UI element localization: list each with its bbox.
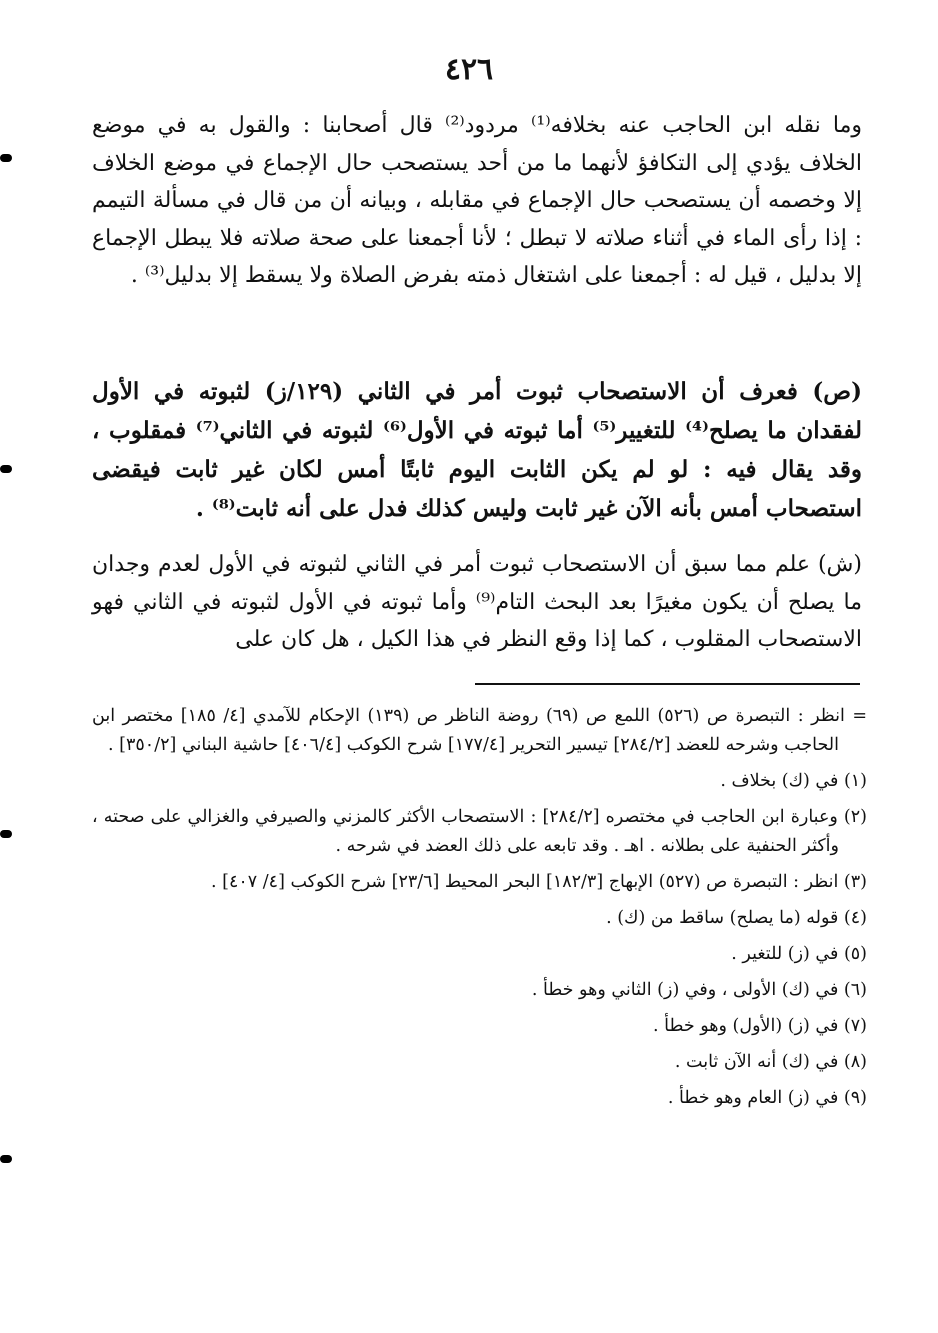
footnote-separator <box>475 683 860 685</box>
binding-hole-mark <box>0 1155 12 1163</box>
page-number: ٤٢٦ <box>444 52 494 87</box>
paragraph-matn-bold: (ص) فعرف أن الاستصحاب ثبوت أمر في الثاني (١٢٩/ز) لثبوته في الأول لفقدان ما يصلح⁽⁴⁾ للتغيير⁽⁵⁾ أما ثبوته في الأول⁽⁶⁾ لثبوته في الثاني⁽⁷⁾ فمقلوب ، وقد يقال فيه : لو لم يكن الثابت اليوم ثابتًا أمس لكان غير ثابت فيقضى استصحاب أمس بأنه الآن غير ثابت وليس كذلك فدل على أنه ثابت⁽⁸⁾ . <box>92 378 862 522</box>
footnote-8: (٨) في (ك) أنه الآن ثابت . <box>674 1052 867 1072</box>
footnote-continuation: = انظر : التبصرة ص (٥٢٦) اللمع ص (٦٩) روضة الناظر ص (١٣٩) الإحكام للآمدي [٤/ ١٨٥] مختصر ابن الحاجب وشرحه للعضد [٢٨٤/٢] تيسير التحرير [١٧٧/٤] شرح الكوكب [٤٠٦/٤] حاشية البناني [٣٥٠/٢] . <box>92 706 867 755</box>
footnote-6: (٦) في (ك) الأولى ، وفي (ز) الثاني وهو خطأ . <box>531 980 867 1000</box>
binding-hole-mark <box>0 465 12 473</box>
footnote-4: (٤) قوله (ما يصلح) ساقط من (ك) . <box>606 908 867 928</box>
footnote-7: (٧) في (ز) (الأول) وهو خطأ . <box>653 1016 867 1036</box>
footnote-1: (١) في (ك) بخلاف . <box>720 771 867 791</box>
paragraph-body-1: وما نقله ابن الحاجب عنه بخلافه⁽¹⁾ مردود⁽²⁾ قال أصحابنا : والقول به في موضع الخلاف يؤدي إلى التكافؤ لأنهما ما من أحد يستصحب حال الإجماع في موضع الخلاف إلا وخصمه أن يستصحب حال الإجماع في مقابله ، وبيانه أن من قال في مسألة التيمم : إذا رأى الماء في أثناء صلاته لا تبطل ؛ لأنا أجمعنا على صحة صلاته فلا يبطل الإجماع إلا بدليل ، قيل له : أجمعنا على اشتغال ذمته بفرض الصلاة ولا يسقط إلا بدليل⁽³⁾ . <box>92 113 862 288</box>
footnote-9: (٩) في (ز) العام وهو خطأ . <box>667 1088 867 1108</box>
footnote-3: (٣) انظر : التبصرة ص (٥٢٧) الإبهاج [١٨٢/٣] البحر المحيط [٢٣/٦] شرح الكوكب [٤/ ٤٠٧] . <box>211 872 867 892</box>
binding-hole-mark <box>0 154 12 162</box>
footnotes <box>92 702 867 1120</box>
footnote-5: (٥) في (ز) للتغير . <box>731 944 867 964</box>
paragraph-sharh: (ش) علم مما سبق أن الاستصحاب ثبوت أمر في الثاني لثبوته في الأول لعدم وجدان ما يصلح أن يكون مغيرًا بعد البحث التام⁽⁹⁾ وأما ثبوته في الأول لثبوته في الثاني فهو الاستصحاب المقلوب ، كما إذا وقع النظر في هذا الكيل ، هل كان على <box>92 552 862 652</box>
binding-hole-mark <box>0 830 12 838</box>
footnote-2: (٢) وعبارة ابن الحاجب في مختصره [٢٨٤/٢] : الاستصحاب الأكثر كالمزني والصيرفي والغزالي على صحته ، وأكثر الحنفية على بطلانه . اهـ . وقد تابعه على ذلك العضد في شرحه . <box>92 807 867 856</box>
